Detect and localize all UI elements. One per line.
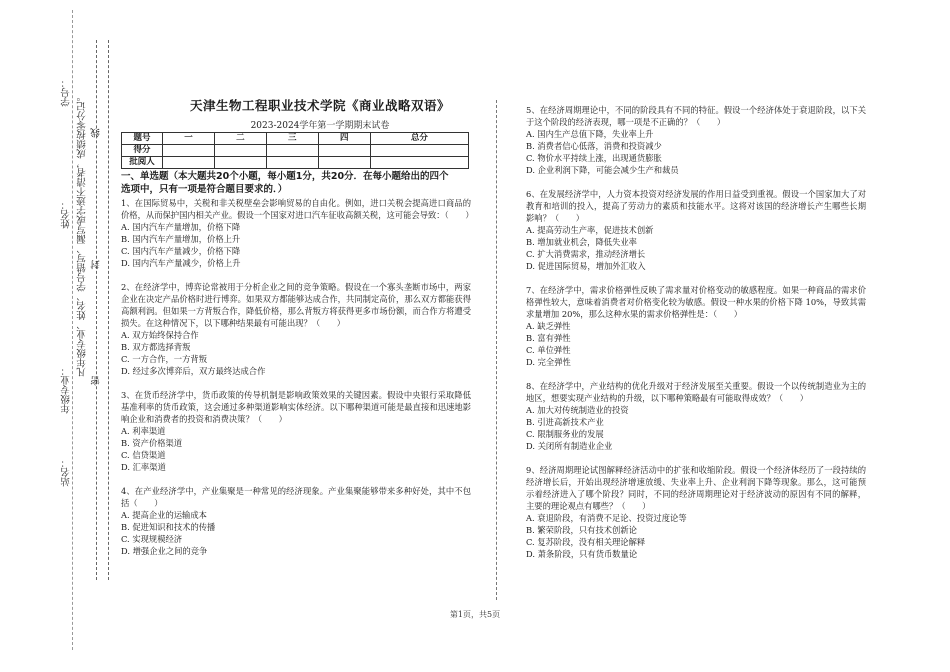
answer-option: A. 缺乏弹性: [526, 321, 571, 331]
question-spacer: [526, 369, 866, 380]
answer-option: A. 国内汽车产量增加，价格下降: [121, 222, 241, 232]
question-stem: 6、在发展经济学中，人力资本投资对经济发展的作用日益受到重视。假设一个国家加大了对教育和培训的投入，提高了劳动力的素质和技能水平。这将对该国的经济增长产生哪些长期影响？（ ）: [526, 189, 866, 223]
exam-subtitle: 2023-2024学年第一学期期末试卷: [250, 121, 390, 131]
question-spacer: [121, 474, 471, 485]
answer-option: D. 促进国际贸易，增加外汇收入: [526, 261, 646, 271]
score-header-cell: 二: [214, 133, 266, 145]
answer-option: B. 繁荣阶段，只有技术创新论: [526, 525, 637, 535]
question-item: [526, 380, 866, 452]
section-heading-line: 一、单选题（本大题共20个小题，每小题1分，共20分．在每小题给出的四个: [121, 171, 449, 182]
page-footer: 第1页，共5页: [449, 610, 501, 619]
answer-option: D. 增强企业之间的竞争: [121, 546, 208, 556]
score-table: [121, 132, 469, 169]
answer-option: C. 实现规模经济: [121, 534, 183, 544]
left-question-list: [121, 197, 474, 557]
answer-option: C. 一方合作，一方背叛: [121, 354, 207, 364]
seal-mark-xian: 线: [91, 128, 102, 138]
answer-option: D. 国内汽车产量减少，价格上升: [121, 258, 241, 268]
question-spacer: [526, 273, 866, 284]
score-cell: [370, 145, 468, 157]
seal-mark-feng: 封: [91, 260, 102, 270]
question-stem: 5、在经济周期理论中，不同的阶段具有不同的特征。假设一个经济体处于衰退阶段，以下关于这个阶段的经济表现，哪一项是不正确的？（ ）: [526, 105, 866, 127]
score-header-cell: 一: [163, 133, 215, 145]
question-stem: 8、在经济学中，产业结构的优化升级对于经济发展至关重要。假设一个以传统制造业为主的地区，想要实现产业结构的升级，以下哪种策略最有可能取得成效？（ ）: [526, 381, 866, 403]
answer-option: C. 复苏阶段，没有相关理论解释: [526, 537, 646, 547]
question-spacer: [121, 270, 471, 281]
score-cell: [318, 157, 370, 169]
student-id-label: 学号：: [61, 78, 72, 107]
answer-option: D. 经过多次博弈后，双方最终达成合作: [121, 366, 266, 376]
score-table-header-row: [122, 133, 469, 145]
score-cell: [163, 157, 215, 169]
answer-option: B. 国内汽车产量增加，价格上升: [121, 234, 241, 244]
answer-option: B. 富有弹性: [526, 333, 571, 343]
question-spacer: [526, 453, 866, 464]
question-item: [526, 104, 866, 176]
answer-option: A. 提高劳动生产率，促进技术创新: [526, 225, 654, 235]
question-item: [121, 281, 471, 377]
grader-row-label: 批阅人: [122, 157, 163, 169]
column-divider: [496, 100, 497, 600]
question-stem: 4、在产业经济学中，产业集聚是一种常见的经济现象。产业集聚能够带来多种好处，其中不包括（ ）: [121, 486, 471, 508]
score-cell: [266, 157, 318, 169]
answer-option: D. 完全弹性: [526, 357, 571, 367]
major-label: 年级专业：: [61, 366, 72, 414]
question-stem: 1、在国际贸易中，关税和非关税壁垒会影响贸易的自由化。例如，进口关税会提高进口商品的价格，从而保护国内相关产业。假设一个国家对进口汽车征收高额关税，这可能会导致：（ ）: [121, 198, 474, 220]
score-cell: [266, 145, 318, 157]
answer-option: B. 消费者信心低落，消费和投资减少: [526, 141, 662, 151]
binding-notice: 凡年级专业、姓名、学号错写、漏写或字迹不清者，成绩按零分记。: [77, 92, 88, 377]
right-question-list: [526, 104, 866, 560]
question-stem: 9、经济周期理论试图解释经济活动中的扩张和收缩阶段。假设一个经济体经历了一段持续的经济增长后，开始出现经济增速放缓、失业率上升、企业利润下降等现象。那么，这可能预示着经济进入了哪个阶段？同时，不同的经济周期理论对于经济波动的原因有不同的解释，主要的理论观点有哪些？（ ）: [526, 465, 866, 511]
score-row-label: 得分: [122, 145, 163, 157]
answer-option: B. 促进知识和技术的传播: [121, 522, 216, 532]
answer-option: B. 引进高新技术产业: [526, 417, 604, 427]
answer-option: C. 信贷渠道: [121, 450, 166, 460]
section-heading: [121, 170, 471, 196]
score-header-cell: 三: [266, 133, 318, 145]
question-spacer: [121, 378, 471, 389]
score-cell: [370, 157, 468, 169]
answer-option: D. 萧条阶段，只有货币数量论: [526, 549, 638, 559]
question-item: [526, 464, 866, 560]
score-cell: [163, 145, 215, 157]
right-column: [526, 104, 866, 561]
answer-option: A. 加大对传统制造业的投资: [526, 405, 629, 415]
answer-option: A. 提高企业的运输成本: [121, 510, 207, 520]
left-column: [121, 170, 474, 558]
question-item: [121, 197, 474, 269]
answer-option: A. 利率渠道: [121, 426, 166, 436]
answer-option: A. 衰退阶段，有消费不足论、投资过度论等: [526, 513, 687, 523]
question-stem: 3、在货币经济学中，货币政策的传导机制是影响政策效果的关键因素。假设中央银行采取降低基准利率的货币政策，这会通过多种渠道影响实体经济。以下哪种渠道可能是最直接和迅速地影响企业和消费者的投资和消费决策？（ ）: [121, 390, 471, 424]
answer-option: C. 物价水平持续上涨，出现通货膨胀: [526, 153, 662, 163]
section-heading-line: 选项中，只有一项是符合题目要求的．）: [121, 184, 288, 195]
question-spacer: [526, 177, 866, 188]
answer-option: B. 增加就业机会，降低失业率: [526, 237, 637, 247]
score-header-cell: 题号: [122, 133, 163, 145]
question-stem: 2、在经济学中，博弈论常被用于分析企业之间的竞争策略。假设在一个寡头垄断市场中，两家企业在决定产品价格时进行博弈。如果双方都能够达成合作，共同制定高价，那么双方都能获得高额利润。但如果一方背叛合作，降低价格，那么背叛方将获得更多市场份额，而合作方将遭受损失。在这种情况下，以下哪种结果最有可能出现？（ ）: [121, 282, 471, 328]
score-header-cell: 四: [318, 133, 370, 145]
school-label: 站名：: [61, 458, 72, 487]
name-label: 姓名：: [61, 200, 72, 229]
binding-line-outer: [96, 40, 97, 580]
question-item: [526, 188, 866, 272]
answer-option: C. 扩大消费需求，推动经济增长: [526, 249, 646, 259]
score-cell: [318, 145, 370, 157]
score-table-row: [122, 145, 469, 157]
answer-option: B. 资产价格渠道: [121, 438, 183, 448]
seal-mark-mi: 密: [91, 376, 102, 386]
answer-option: D. 关闭所有制造业企业: [526, 441, 613, 451]
score-header-cell: 总分: [370, 133, 468, 145]
answer-option: A. 双方始终保持合作: [121, 330, 199, 340]
answer-option: A. 国内生产总值下降，失业率上升: [526, 129, 654, 139]
answer-option: D. 企业利润下降，可能会减少生产和裁员: [526, 165, 679, 175]
score-cell: [214, 145, 266, 157]
answer-option: C. 限制服务业的发展: [526, 429, 604, 439]
binding-line-far: [72, 10, 73, 650]
answer-option: C. 单位弹性: [526, 345, 571, 355]
answer-option: B. 双方都选择背叛: [121, 342, 191, 352]
question-item: [121, 485, 471, 557]
score-cell: [214, 157, 266, 169]
answer-option: C. 国内汽车产量减少，价格下降: [121, 246, 241, 256]
question-stem: 7、在经济学中，需求价格弹性反映了需求量对价格变动的敏感程度。如果一种商品的需求价格弹性较大，意味着消费者对价格变化较为敏感。假设一种水果的价格下降 10%，导致其需求量增加 20%，那么这种水果的需求价格弹性是：（ ）: [526, 285, 866, 319]
question-item: [121, 389, 471, 473]
score-table-row: [122, 157, 469, 169]
binding-line-inner: [108, 40, 109, 580]
answer-option: D. 汇率渠道: [121, 462, 166, 472]
question-item: [526, 284, 866, 368]
exam-title: 天津生物工程职业技术学院《商业战略双语》: [189, 98, 450, 113]
